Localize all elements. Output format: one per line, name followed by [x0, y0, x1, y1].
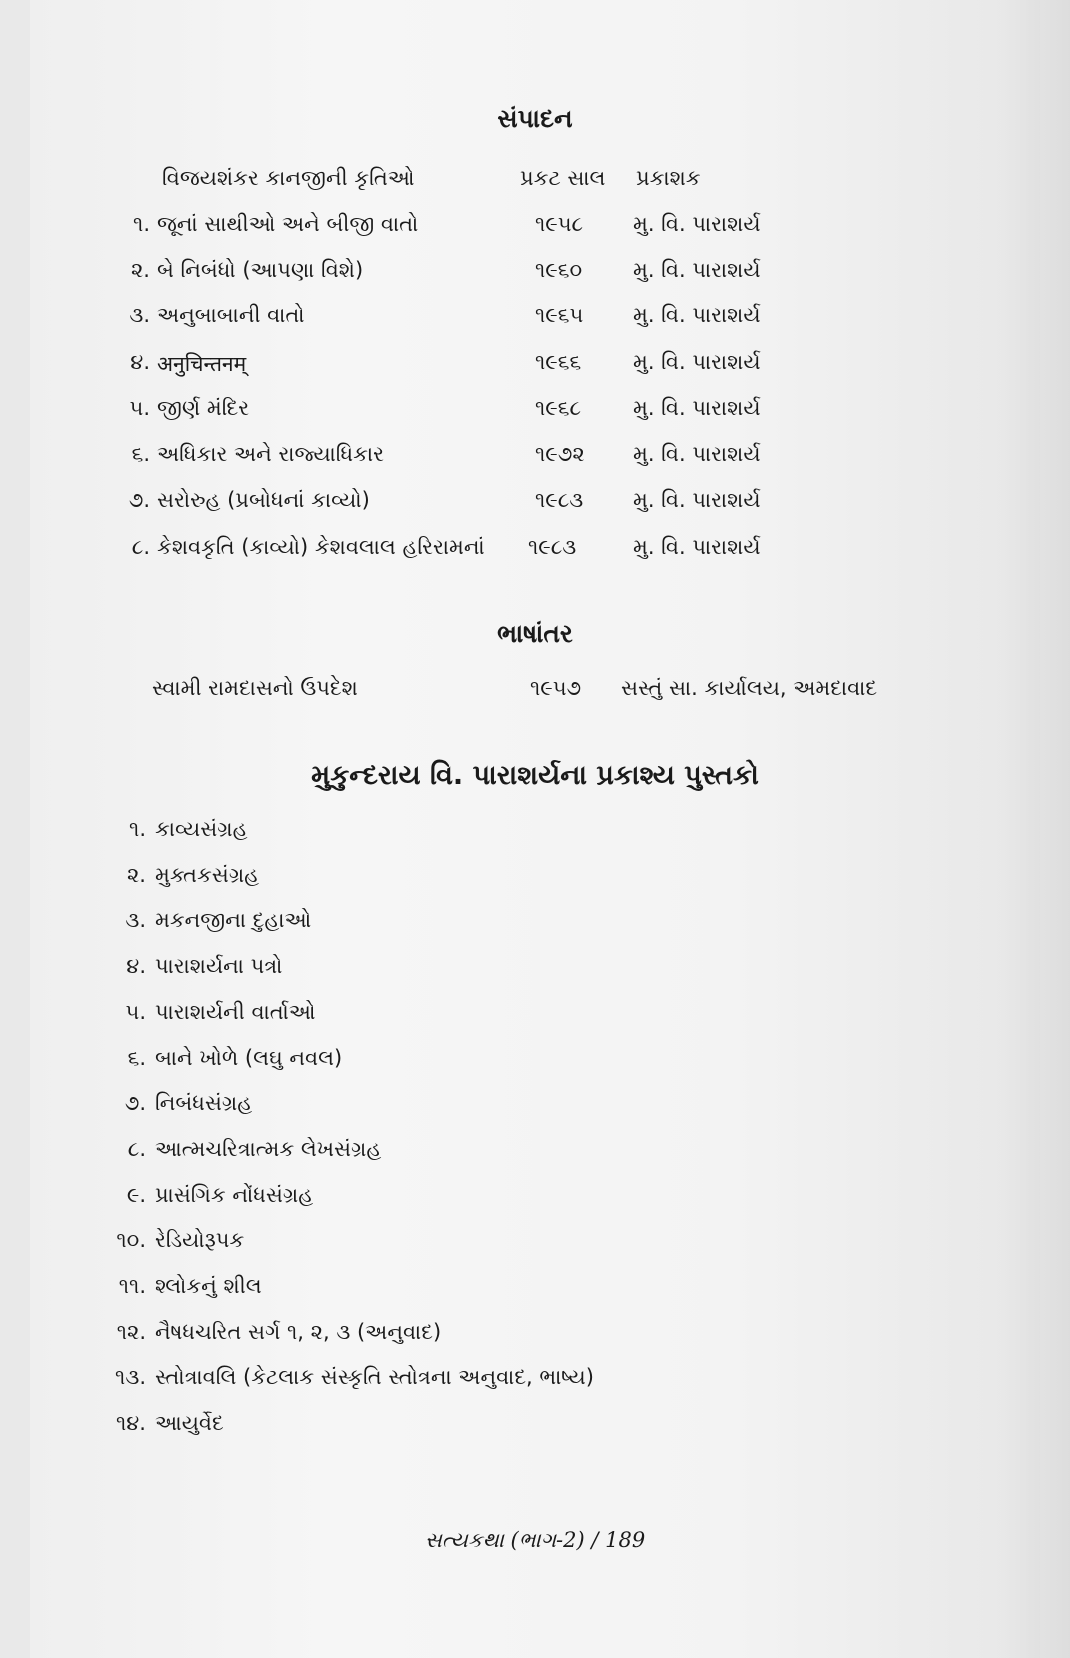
item-number: ૧૨. [116, 1320, 146, 1344]
translation-publisher: સસ્તું સા. કાર્યાલય, અમદાવાદ [621, 676, 878, 700]
list-item [0, 1183, 1070, 1217]
item-title: શ્લોકનું શીલ [155, 1274, 262, 1298]
section-heading-editing: સંપાદન [497, 104, 573, 133]
item-title: સ્તોત્રાવલિ (કેટલાક સંસ્કૃતિ સ્તોત્રના અનુવાદ, ભાષ્ય) [155, 1365, 594, 1389]
row-title: સરોરુહ (પ્રબોધનાં કાવ્યો) [157, 488, 370, 512]
column-header-publisher: પ્રકાશક [636, 166, 701, 190]
item-title: પ્રાસંગિક નોંધસંગ્રહ [155, 1183, 314, 1207]
item-number: ૧. [129, 817, 146, 841]
row-year: ૧૯૬૬ [535, 350, 582, 374]
column-header-works: વિજયશંકર કાનજીની કૃતિઓ [162, 166, 415, 190]
row-title: જીર્ણ મંદિર [157, 396, 250, 420]
row-number: ૧. [133, 212, 150, 236]
list-item [0, 1365, 1070, 1399]
item-number: ૧૧. [118, 1274, 146, 1298]
list-item [0, 908, 1070, 942]
row-title: अनुचिन्तनम् [157, 352, 247, 376]
row-number: ૬. [131, 442, 150, 466]
list-item [0, 1137, 1070, 1171]
item-number: ૫. [125, 1000, 146, 1024]
item-title: રેડિયોરૂપક [155, 1228, 245, 1252]
list-item [0, 1411, 1070, 1445]
row-publisher: મુ. વિ. પારાશર્ય [633, 303, 761, 327]
translation-row [0, 676, 1070, 710]
table-row [0, 350, 1070, 384]
item-title: નૈષધચરિત સર્ગ ૧, ૨, ૩ (અનુવાદ) [155, 1320, 442, 1344]
item-title: પારાશર્યના પત્રો [155, 954, 283, 978]
page-footer: સત્યકથા (ભાગ-2) / 189 [424, 1528, 646, 1552]
item-number: ૬. [127, 1046, 146, 1070]
item-title: મુક્તકસંગ્રહ [155, 863, 260, 887]
list-item [0, 1091, 1070, 1125]
row-year: ૧૯૫૮ [535, 212, 584, 236]
list-item [0, 1046, 1070, 1080]
column-header-year: પ્રકટ સાલ [520, 166, 606, 190]
item-number: ૭. [124, 1091, 146, 1115]
section-heading-translation: ભાષાંતર [497, 619, 573, 648]
item-number: ૩. [125, 908, 146, 932]
table-row [0, 396, 1070, 430]
row-year: ૧૯૭૨ [535, 442, 585, 466]
item-number: ૯. [126, 1183, 146, 1207]
item-number: ૨. [126, 863, 146, 887]
item-title: મકનજીના દુહાઓ [155, 908, 312, 932]
translation-title: સ્વામી રામદાસનો ઉપદેશ [152, 676, 358, 700]
row-number: ૫. [129, 396, 150, 420]
row-title: કેશવકૃતિ (કાવ્યો) કેશવલાલ હરિરામનાં [157, 535, 485, 559]
item-title: નિબંધસંગ્રહ [155, 1091, 253, 1115]
table-row [0, 535, 1070, 569]
list-item [0, 1274, 1070, 1308]
list-item [0, 954, 1070, 988]
row-publisher: મુ. વિ. પારાશર્ય [633, 212, 761, 236]
row-publisher: મુ. વિ. પારાશર્ય [633, 258, 761, 282]
row-number: ૭. [128, 488, 150, 512]
item-title: આયુર્વેદ [155, 1411, 224, 1435]
row-publisher: મુ. વિ. પારાશર્ય [633, 535, 761, 559]
item-title: આત્મચરિત્રાત્મક લેખસંગ્રહ [155, 1137, 382, 1161]
row-title: અધિકાર અને રાજ્યાધિકાર [157, 442, 384, 466]
list-item [0, 1228, 1070, 1262]
table-row [0, 212, 1070, 246]
row-year: ૧૯૬૦ [535, 258, 583, 282]
row-year: ૧૯૮૩ [528, 535, 577, 559]
row-number: ૮. [131, 535, 150, 559]
table-row [0, 442, 1070, 476]
list-item [0, 863, 1070, 897]
row-year: ૧૯૬૮ [535, 396, 582, 420]
row-year: ૧૯૬૫ [535, 303, 584, 327]
table-row [0, 488, 1070, 522]
row-number: ૨. [130, 258, 150, 282]
item-number: ૪. [126, 954, 146, 978]
row-year: ૧૯૮૩ [535, 488, 584, 512]
row-publisher: મુ. વિ. પારાશર્ય [633, 488, 761, 512]
item-number: ૧૦. [116, 1228, 146, 1252]
row-title: અનુબાબાની વાતો [157, 303, 305, 327]
row-publisher: મુ. વિ. પારાશર્ય [633, 442, 761, 466]
table-row [0, 303, 1070, 337]
table-row [0, 258, 1070, 292]
row-number: ૩. [129, 303, 150, 327]
translation-year: ૧૯૫૭ [530, 676, 582, 700]
item-title: બાને ખોળે (લઘુ નવલ) [155, 1046, 343, 1070]
row-title: બે નિબંધો (આપણા વિશે) [157, 258, 364, 282]
item-number: ૧૩. [115, 1365, 146, 1389]
row-number: ૪. [130, 350, 150, 374]
row-publisher: મુ. વિ. પારાશર્ય [633, 396, 761, 420]
section-heading-forthcoming: મુકુન્દરાય વિ. પારાશર્યના પ્રકાશ્ય પુસ્તકો [311, 760, 759, 791]
row-title: જૂનાં સાથીઓ અને બીજી વાતો [157, 212, 419, 236]
item-title: કાવ્યસંગ્રહ [155, 817, 248, 841]
list-item [0, 1000, 1070, 1034]
item-title: પારાશર્યની વાર્તાઓ [155, 1000, 316, 1024]
item-number: ૮. [127, 1137, 146, 1161]
list-item [0, 1320, 1070, 1354]
row-publisher: મુ. વિ. પારાશર્ય [633, 350, 761, 374]
list-item [0, 817, 1070, 851]
item-number: ૧૪. [116, 1411, 146, 1435]
